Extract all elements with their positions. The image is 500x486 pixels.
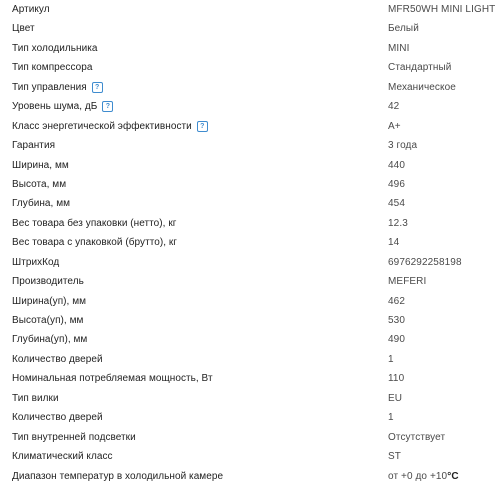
spec-label xyxy=(0,39,388,58)
spec-label xyxy=(0,175,388,194)
spec-label-text: Артикул xyxy=(12,4,50,15)
spec-row xyxy=(0,194,500,213)
spec-value xyxy=(388,136,500,155)
spec-label xyxy=(0,389,388,408)
spec-value-text: EU xyxy=(388,392,403,404)
spec-value-unit: °C xyxy=(447,470,459,482)
spec-label-text: Класс энергетической эффективности xyxy=(12,120,192,132)
spec-value xyxy=(388,214,500,233)
spec-value-text: 14 xyxy=(388,237,400,249)
spec-label-text: Вес товара без упаковки (нетто), кг xyxy=(12,217,177,229)
spec-label xyxy=(0,272,388,291)
spec-label xyxy=(0,194,388,213)
spec-label-text: Количество дверей xyxy=(12,412,103,424)
spec-value xyxy=(388,408,500,427)
spec-value-text: 490 xyxy=(388,334,405,346)
question-square-icon[interactable]: ? xyxy=(197,121,208,132)
spec-value-text: 3 года xyxy=(388,140,418,152)
spec-value-text: A+ xyxy=(388,120,401,132)
spec-label xyxy=(0,156,388,175)
spec-row xyxy=(0,272,500,291)
spec-value-text: 454 xyxy=(388,198,405,210)
spec-label-text: Производитель xyxy=(12,276,84,288)
spec-value xyxy=(388,156,500,175)
spec-label xyxy=(0,253,388,272)
spec-label xyxy=(0,136,388,155)
spec-label-text: Количество дверей xyxy=(12,353,103,365)
spec-value xyxy=(388,272,500,291)
spec-row xyxy=(0,292,500,311)
spec-row xyxy=(0,117,500,136)
spec-label-text: Гарантия xyxy=(12,140,56,152)
spec-row xyxy=(0,447,500,466)
spec-value xyxy=(388,330,500,349)
spec-row xyxy=(0,97,500,116)
spec-value-text: 42 xyxy=(388,101,400,113)
spec-label xyxy=(0,369,388,388)
spec-label-text: Тип компрессора xyxy=(12,62,93,74)
spec-value xyxy=(388,350,500,369)
spec-label xyxy=(0,408,388,427)
spec-value-text: 12.3 xyxy=(388,217,408,229)
spec-row xyxy=(0,233,500,252)
spec-value xyxy=(388,311,500,330)
spec-value-text: 496 xyxy=(388,178,405,190)
spec-row xyxy=(0,39,500,58)
spec-value xyxy=(388,175,500,194)
spec-label-text: Вес товара с упаковкой (брутто), кг xyxy=(12,237,178,249)
spec-row xyxy=(0,214,500,233)
spec-row xyxy=(0,467,500,486)
spec-label-text: Глубина(уп), мм xyxy=(12,334,88,346)
spec-label xyxy=(0,467,388,486)
spec-value-text: 530 xyxy=(388,315,405,326)
spec-value xyxy=(388,253,500,272)
spec-label xyxy=(0,214,388,233)
spec-value-text: ST xyxy=(388,451,401,463)
spec-value xyxy=(388,58,500,77)
spec-value xyxy=(388,39,500,58)
spec-label-text: Тип вилки xyxy=(12,392,59,404)
spec-label-text: Диапазон температур в холодильной камере xyxy=(12,470,224,482)
spec-label-text: Климатический класс xyxy=(12,451,113,463)
spec-value xyxy=(388,78,500,97)
spec-label-text: Глубина, мм xyxy=(12,198,71,210)
spec-row xyxy=(0,428,500,447)
spec-value xyxy=(388,447,500,466)
spec-label-text: ШтрихКод xyxy=(12,256,60,268)
spec-value-text: MFR50WH MINI LIGHT xyxy=(388,4,496,15)
spec-value-text: MEFERI xyxy=(388,276,427,288)
question-square-icon[interactable]: ? xyxy=(102,101,113,112)
spec-row xyxy=(0,0,500,19)
spec-label xyxy=(0,0,388,19)
spec-label-text: Высота(уп), мм xyxy=(12,315,84,326)
spec-label xyxy=(0,447,388,466)
spec-value-text: MINI xyxy=(388,42,410,54)
spec-value-text: Белый xyxy=(388,23,419,35)
spec-value xyxy=(388,19,500,38)
spec-value-text: Механическое xyxy=(388,81,456,93)
spec-label xyxy=(0,292,388,311)
spec-row xyxy=(0,19,500,38)
spec-row xyxy=(0,330,500,349)
spec-value-text: 1 xyxy=(388,353,394,365)
spec-row xyxy=(0,78,500,97)
spec-value xyxy=(388,0,500,19)
spec-value xyxy=(388,292,500,311)
spec-label xyxy=(0,58,388,77)
spec-value xyxy=(388,194,500,213)
spec-value xyxy=(388,97,500,116)
spec-row xyxy=(0,408,500,427)
spec-value-text: от +0 до +10 xyxy=(388,470,448,482)
spec-label-text: Номинальная потребляемая мощность, Вт xyxy=(12,373,213,385)
spec-label xyxy=(0,78,388,97)
spec-label-text: Ширина, мм xyxy=(12,159,69,171)
question-square-icon[interactable]: ? xyxy=(92,82,103,93)
spec-label-text: Цвет xyxy=(12,23,35,35)
spec-label-text: Тип холодильника xyxy=(12,42,98,54)
spec-value-text: Отсутствует xyxy=(388,431,446,443)
spec-row xyxy=(0,156,500,175)
spec-value-text: 110 xyxy=(388,373,405,385)
spec-value xyxy=(388,428,500,447)
spec-value-text: Стандартный xyxy=(388,62,452,74)
spec-value xyxy=(388,233,500,252)
spec-label-text: Тип внутренней подсветки xyxy=(12,431,136,443)
spec-label xyxy=(0,350,388,369)
spec-value xyxy=(388,117,500,136)
spec-row xyxy=(0,175,500,194)
spec-label-text: Уровень шума, дБ xyxy=(12,101,98,113)
spec-label xyxy=(0,117,388,136)
spec-label-text: Тип управления xyxy=(12,81,87,93)
spec-label xyxy=(0,330,388,349)
spec-row xyxy=(0,311,500,330)
spec-row xyxy=(0,369,500,388)
spec-label-text: Высота, мм xyxy=(12,178,67,190)
spec-label xyxy=(0,311,388,330)
spec-value-text: 462 xyxy=(388,295,405,307)
spec-label xyxy=(0,428,388,447)
spec-value xyxy=(388,369,500,388)
spec-label-text: Ширина(уп), мм xyxy=(12,295,87,307)
spec-value-text: 440 xyxy=(388,159,405,171)
spec-value-text: 1 xyxy=(388,412,394,424)
spec-value xyxy=(388,389,500,408)
spec-row xyxy=(0,253,500,272)
spec-value-text: 6976292258198 xyxy=(388,256,462,268)
spec-value xyxy=(388,467,500,486)
spec-label xyxy=(0,97,388,116)
spec-row xyxy=(0,58,500,77)
spec-label xyxy=(0,19,388,38)
spec-row xyxy=(0,389,500,408)
spec-label xyxy=(0,233,388,252)
spec-row xyxy=(0,350,500,369)
spec-row xyxy=(0,136,500,155)
